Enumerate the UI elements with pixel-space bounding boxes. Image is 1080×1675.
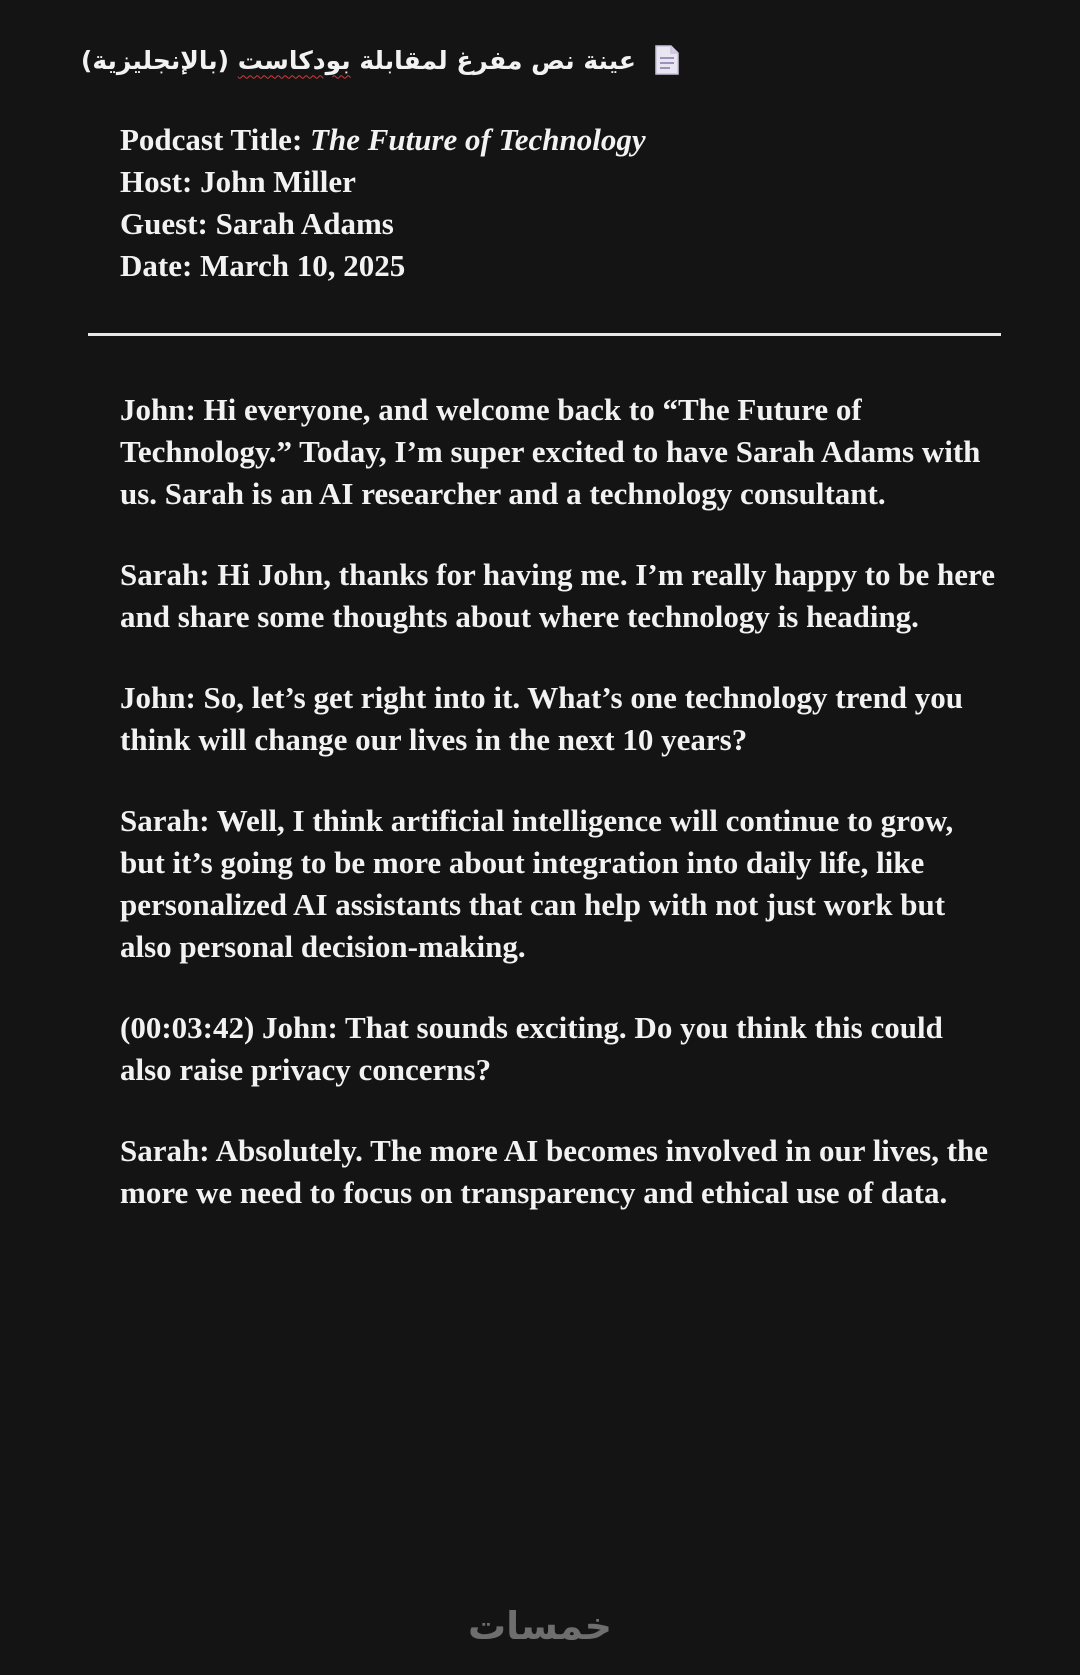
host-line: Host: John Miller (120, 164, 356, 199)
transcript-body (120, 389, 1000, 1253)
date-line: Date: March 10, 2025 (120, 248, 406, 283)
transcript-paragraph: John: Hi everyone, and welcome back to “The Future of Technology.” Today, I’m super excited to have Sarah Adams with us. Sarah is an AI researcher and a technology consultant. (120, 392, 981, 511)
document-heading (80, 38, 680, 82)
heading-misspelled-word: بودكاست (237, 45, 351, 75)
heading-suffix: (بالإنجليزية) (80, 45, 238, 75)
khamsat-logo: خمسات (468, 1604, 612, 1648)
transcript-paragraph: (00:03:42) John: That sounds exciting. Do you think this could also raise privacy concerns? (120, 1010, 943, 1087)
transcript-paragraph: Sarah: Hi John, thanks for having me. I’m really happy to be here and share some thoughts about where technology is heading. (120, 557, 995, 634)
document-heading-text (81, 46, 636, 75)
document-icon (654, 44, 680, 76)
transcript-paragraph: Sarah: Absolutely. The more AI becomes involved in our lives, the more we need to focus on transparency and ethical use of data. (120, 1133, 989, 1210)
guest-line: Guest: Sarah Adams (120, 206, 394, 241)
transcript-paragraph: Sarah: Well, I think artificial intelligence will continue to grow, but it’s going to be more about integration into daily life, like personalized AI assistants that can help with not just work but also personal decision-making. (120, 803, 954, 964)
horizontal-divider (88, 333, 1001, 336)
podcast-title-line (120, 119, 646, 161)
podcast-title-value: The Future of Technology (310, 122, 646, 157)
podcast-metadata (120, 119, 646, 287)
heading-prefix: عينة نص مفرغ لمقابلة (350, 45, 636, 75)
transcript-paragraph: John: So, let’s get right into it. What’s one technology trend you think will change our lives in the next 10 years? (120, 680, 964, 757)
podcast-title-label: Podcast Title: (120, 122, 311, 157)
